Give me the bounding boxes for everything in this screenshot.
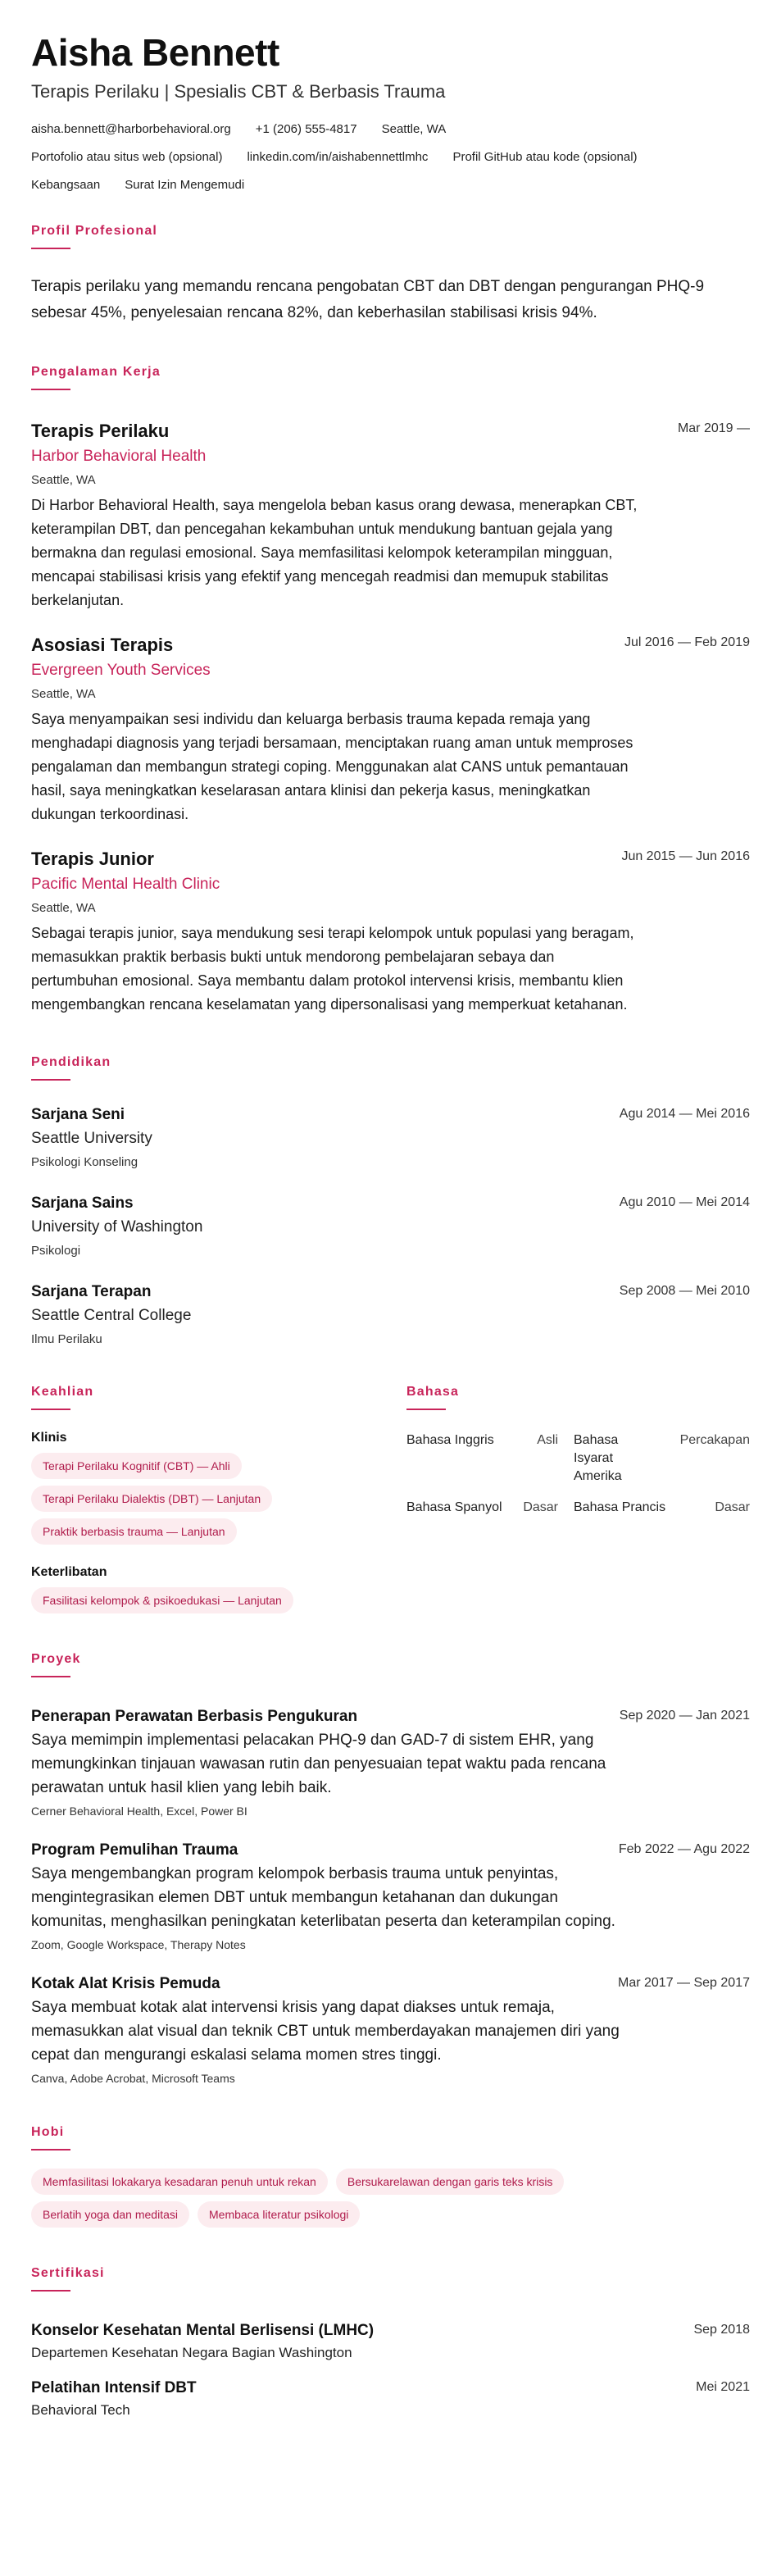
skill-group-engagement: Keterlibatan	[31, 1565, 107, 1579]
certifications-section	[31, 2265, 750, 2419]
education-school: Seattle Central College	[31, 1307, 192, 1324]
project-description: Saya memimpin implementasi pelacakan PHQ-9 dan GAD-7 di sistem EHR, yang memungkinkan tinjauan wawasan rutin dan penyesuaian tepat waktu pada rencana perawatan untuk hasil klien yang lebih baik.	[31, 1732, 606, 1796]
language-name: Bahasa Isyarat Amerika	[574, 1433, 622, 1483]
section-title-skills: Keahlian	[31, 1385, 94, 1399]
certification-entry	[31, 2378, 750, 2419]
skill-tag: Terapi Perilaku Kognitif (CBT) — Ahli	[31, 1453, 242, 1479]
skill-tags-clinical	[31, 1446, 406, 1545]
experience-location: Seattle, WA	[31, 901, 96, 915]
education-degree: Sarjana Sains	[31, 1195, 134, 1212]
experience-description: Di Harbor Behavioral Health, saya mengelola beban kasus orang dewasa, menerapkan CBT, keterampilan DBT, dan pencegahan kekambuhan untuk mendukung bantuan gejala yang bermakna dan regulasi emosional. Saya memfasilitasi kelompok keterampilan mingguan, mencapai stabilisasi krisis yang efektif yang mencegah readmisi dan memupuk stabilitas berkelanjutan.	[31, 497, 638, 608]
hobby-tags	[31, 2162, 750, 2195]
section-title-languages: Bahasa	[406, 1385, 460, 1399]
education-dates: Agu 2010 — Mei 2014	[619, 1195, 750, 1209]
contact-info	[31, 121, 750, 193]
education-entry	[31, 1105, 750, 1171]
experience-description: Saya menyampaikan sesi individu dan keluarga berbasis trauma kepada remaja yang menghadapi diagnosis yang terjadi bersamaan, menciptakan ruang aman untuk memproses pengalaman dan membangun strategi coping. Menggunakan alat CANS untuk pemantauan hasil, saya meningkatkan keselarasan antara klinisi dan pekerja kasus, meningkatkan dukungan terkoordinasi.	[31, 711, 633, 822]
hobby-tag: Berlatih yoga dan meditasi	[31, 2201, 189, 2228]
contact-github[interactable]: Profil GitHub atau kode (opsional)	[452, 150, 638, 164]
language-item	[574, 1431, 750, 1486]
section-divider	[31, 1409, 70, 1410]
experience-description: Sebagai terapis junior, saya mendukung sesi terapi kelompok untuk populasi yang beragam, memasukkan praktik berbasis bukti untuk mendorong pembelajaran sebaya dan pertumbuhan emosional. Saya membantu dalam protokol intervensi krisis, membantu klien mengembangkan rencana keselamatan yang dipersonalisasi yang memperkuat ketahanan.	[31, 925, 634, 1013]
section-divider	[406, 1409, 446, 1410]
section-divider	[31, 2149, 70, 2150]
section-title-education: Pendidikan	[31, 1055, 111, 1069]
contact-license: Surat Izin Mengemudi	[125, 178, 245, 192]
project-tech: Cerner Behavioral Health, Excel, Power BI	[31, 1805, 247, 1818]
hobby-tag: Membaca literatur psikologi	[198, 2201, 360, 2228]
education-field: Ilmu Perilaku	[31, 1332, 102, 1346]
candidate-name: Aisha Bennett	[31, 31, 279, 74]
skill-tag: Terapi Perilaku Dialektis (DBT) — Lanjutan	[31, 1486, 272, 1512]
project-entry	[31, 1707, 750, 1819]
education-dates: Sep 2008 — Mei 2010	[619, 1284, 750, 1298]
certification-title: Konselor Kesehatan Mental Berlisensi (LMHC)	[31, 2322, 375, 2339]
certification-date: Sep 2018	[693, 2323, 750, 2337]
contact-nationality: Kebangsaan	[31, 178, 101, 192]
section-divider	[31, 1079, 70, 1081]
contact-email[interactable]: aisha.bennett@harborbehavioral.org	[31, 122, 231, 136]
education-school: Seattle University	[31, 1130, 152, 1147]
language-name: Bahasa Spanyol	[406, 1500, 502, 1514]
project-title: Program Pemulihan Trauma	[31, 1841, 238, 1859]
section-title-projects: Proyek	[31, 1652, 81, 1666]
profile-summary: Terapis perilaku yang memandu rencana pengobatan CBT dan DBT dengan pengurangan PHQ-9 sebesar 45%, penyelesaian rencana 82%, dan keberhasilan stabilisasi krisis 94%.	[31, 278, 705, 321]
section-divider	[31, 248, 70, 249]
experience-title: Terapis Junior	[31, 849, 154, 869]
certification-issuer: Behavioral Tech	[31, 2402, 130, 2418]
hobby-tag: Bersukarelawan dengan garis teks krisis	[336, 2169, 565, 2195]
experience-entry	[31, 848, 750, 1017]
project-tech: Zoom, Google Workspace, Therapy Notes	[31, 1938, 246, 1951]
skills-section	[31, 1384, 406, 1613]
education-degree: Sarjana Seni	[31, 1106, 125, 1123]
contact-linkedin[interactable]: linkedin.com/in/aishabennettlmhc	[247, 150, 429, 164]
section-title-experience: Pengalaman Kerja	[31, 365, 161, 379]
project-entry	[31, 1974, 750, 2087]
skill-tag: Praktik berbasis trauma — Lanjutan	[31, 1518, 237, 1545]
language-level: Dasar	[715, 1500, 750, 1514]
project-title: Kotak Alat Krisis Pemuda	[31, 1975, 220, 1992]
experience-company: Evergreen Youth Services	[31, 662, 211, 679]
experience-dates: Mar 2019 —	[677, 421, 750, 435]
section-title-certifications: Sertifikasi	[31, 2266, 105, 2280]
language-item	[406, 1431, 558, 1486]
section-title-hobbies: Hobi	[31, 2125, 65, 2139]
projects-section	[31, 1651, 750, 2087]
certification-entry	[31, 2321, 750, 2362]
contact-location: Seattle, WA	[381, 122, 447, 136]
education-field: Psikologi Konseling	[31, 1155, 138, 1169]
certification-title: Pelatihan Intensif DBT	[31, 2379, 197, 2396]
project-entry	[31, 1841, 750, 1953]
section-title-profile: Profil Profesional	[31, 224, 158, 238]
project-tech: Canva, Adobe Acrobat, Microsoft Teams	[31, 2072, 235, 2085]
language-item	[574, 1499, 750, 1517]
language-name: Bahasa Prancis	[574, 1500, 666, 1514]
candidate-headline: Terapis Perilaku | Spesialis CBT & Berbasis Trauma	[31, 81, 446, 102]
language-list	[406, 1431, 750, 1517]
experience-dates: Jul 2016 — Feb 2019	[624, 635, 750, 649]
project-dates: Mar 2017 — Sep 2017	[618, 1976, 750, 1990]
hobby-tag: Memfasilitasi lokakarya kesadaran penuh untuk rekan	[31, 2169, 328, 2195]
contact-portfolio[interactable]: Portofolio atau situs web (opsional)	[31, 150, 223, 164]
experience-title: Asosiasi Terapis	[31, 635, 174, 655]
education-dates: Agu 2014 — Mei 2016	[619, 1107, 750, 1121]
project-description: Saya mengembangkan program kelompok berbasis trauma untuk penyintas, mengintegrasikan elemen DBT untuk membangun ketahanan dan dukungan komunitas, menghasilkan peningkatan keterlibatan peserta dan keterampilan coping.	[31, 1865, 615, 1930]
language-item	[406, 1499, 558, 1517]
hobby-tags	[31, 2195, 750, 2228]
language-name: Bahasa Inggris	[406, 1433, 494, 1447]
experience-company: Pacific Mental Health Clinic	[31, 876, 220, 893]
section-divider	[31, 389, 70, 390]
hobbies-section	[31, 2124, 750, 2228]
skill-tag: Fasilitasi kelompok & psikoedukasi — Lanjutan	[31, 1587, 293, 1613]
section-divider	[31, 2290, 70, 2292]
experience-section	[31, 364, 750, 1017]
education-section	[31, 1054, 750, 1348]
languages-section	[406, 1384, 750, 1613]
project-title: Penerapan Perawatan Berbasis Pengukuran	[31, 1708, 358, 1725]
language-level: Percakapan	[679, 1433, 750, 1447]
section-divider	[31, 1676, 70, 1677]
certification-date: Mei 2021	[696, 2380, 750, 2394]
skills-languages-row	[31, 1384, 750, 1613]
experience-dates: Jun 2015 — Jun 2016	[621, 849, 750, 863]
experience-entry	[31, 634, 750, 826]
certification-issuer: Departemen Kesehatan Negara Bagian Washington	[31, 2345, 352, 2360]
project-description: Saya membuat kotak alat intervensi krisis yang dapat diakses untuk remaja, memasukkan alat visual dan teknik CBT untuk memberdayakan manajemen diri yang cepat dan mengurangi eskalasi selama momen stres tinggi.	[31, 1999, 620, 2064]
skill-tags-engagement	[31, 1581, 406, 1613]
profile-section	[31, 223, 750, 326]
project-dates: Feb 2022 — Agu 2022	[618, 1842, 750, 1856]
experience-location: Seattle, WA	[31, 687, 96, 701]
contact-phone[interactable]: +1 (206) 555-4817	[255, 122, 357, 136]
education-school: University of Washington	[31, 1218, 203, 1236]
experience-company: Harbor Behavioral Health	[31, 448, 207, 465]
experience-location: Seattle, WA	[31, 473, 96, 487]
skill-group-clinical: Klinis	[31, 1431, 67, 1445]
experience-title: Terapis Perilaku	[31, 421, 170, 441]
language-level: Dasar	[523, 1500, 558, 1514]
language-level: Asli	[537, 1433, 558, 1447]
project-dates: Sep 2020 — Jan 2021	[619, 1709, 750, 1723]
education-entry	[31, 1194, 750, 1259]
resume-header	[31, 30, 750, 103]
education-degree: Sarjana Terapan	[31, 1283, 152, 1300]
education-field: Psikologi	[31, 1244, 81, 1258]
education-entry	[31, 1282, 750, 1348]
experience-entry	[31, 420, 750, 612]
